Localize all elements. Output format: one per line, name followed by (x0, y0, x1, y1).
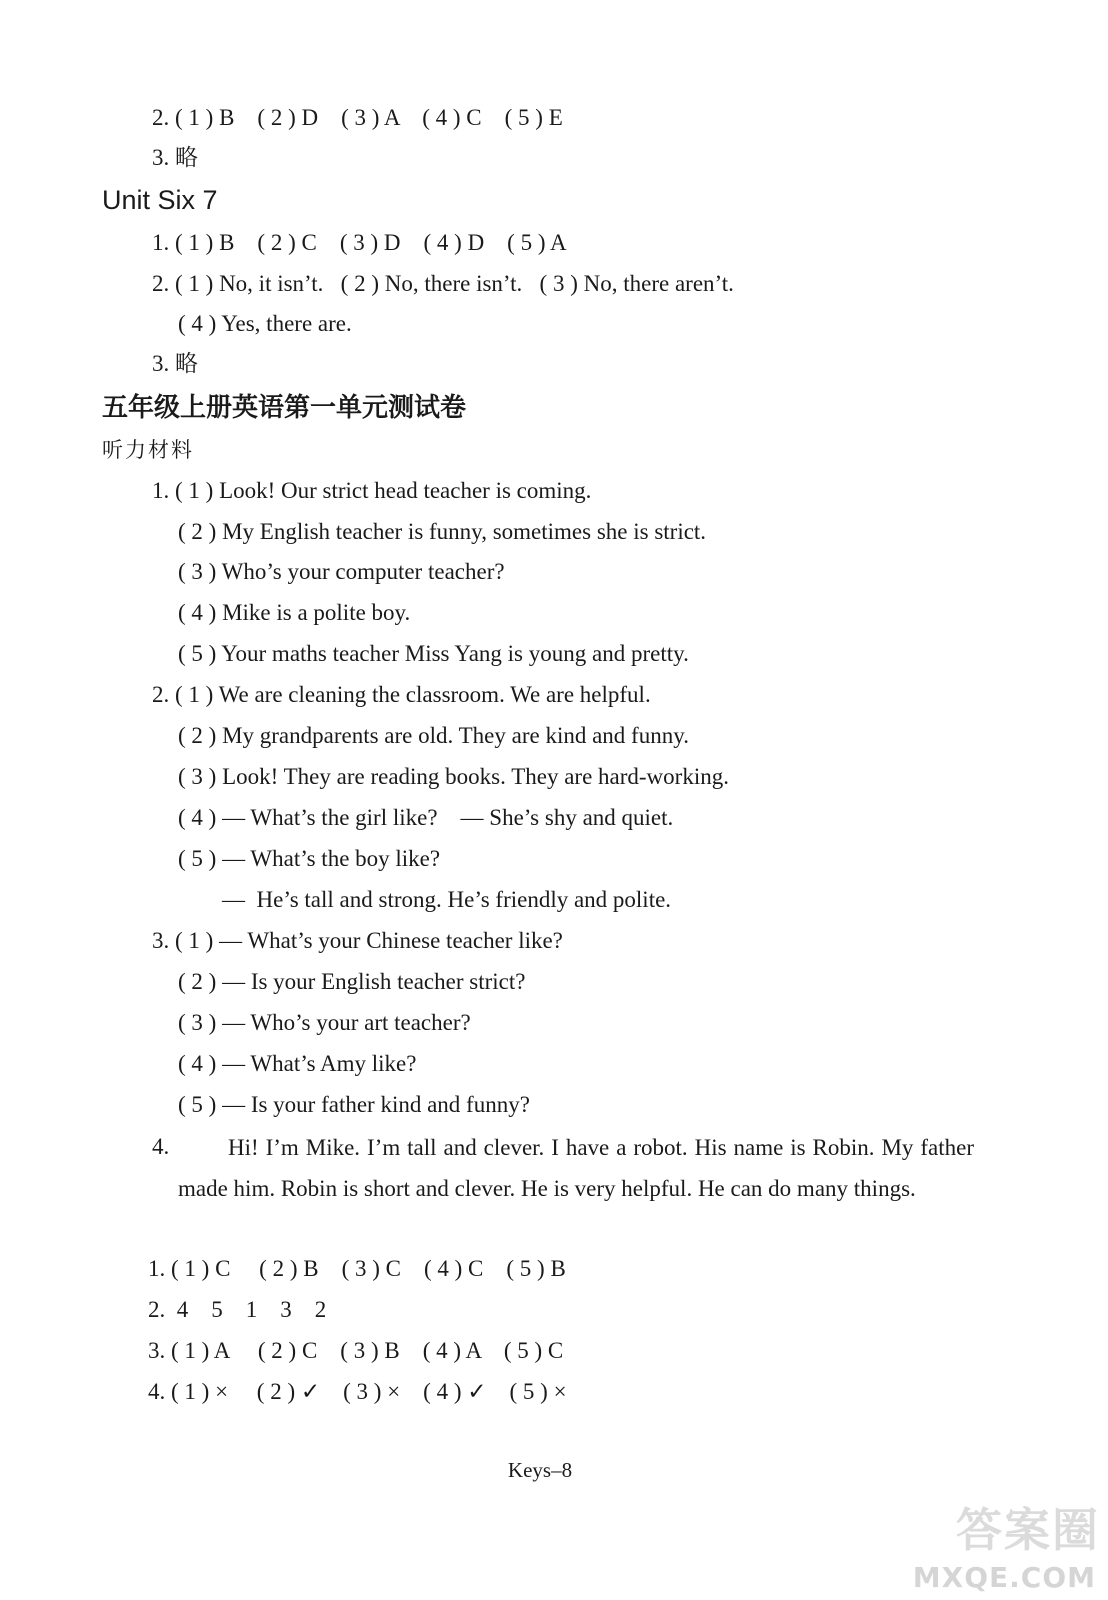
transcript-line: ( 5 ) — What’s the boy like? (178, 846, 441, 871)
answer-line: 1. ( 1 ) C ( 2 ) B ( 3 ) C ( 4 ) C ( 5 ) B (148, 1256, 566, 1281)
transcript-line: 1. ( 1 ) Look! Our strict head teacher is coming. (152, 478, 592, 503)
transcript-line: ( 3 ) Who’s your computer teacher? (178, 559, 505, 584)
page-number: Keys–8 (507, 1458, 573, 1482)
answer-line: 2. ( 1 ) No, it isn’t. ( 2 ) No, there isn’t. ( 3 ) No, there aren’t. (152, 271, 734, 296)
answer-line: ( 4 ) Yes, there are. (178, 311, 352, 336)
test-heading: 五年级上册英语第一单元测试卷 (102, 393, 467, 423)
answer-line: 3. 略 (152, 145, 198, 170)
transcript-paragraph: Hi! I’m Mike. I’m tall and clever. I have a robot. His name is Robin. My father made him. Robin is short and clever. He is very helpful. He can do many things. (178, 1135, 974, 1201)
answer-line: 2. 4 5 1 3 2 (148, 1297, 327, 1322)
listening-material-label: 听力材料 (102, 438, 194, 462)
question-number: 4. (152, 1134, 170, 1159)
transcript-line: 2. ( 1 ) We are cleaning the classroom. We are helpful. (152, 682, 651, 707)
answer-line: 3. ( 1 ) A ( 2 ) C ( 3 ) B ( 4 ) A ( 5 ) C (148, 1338, 564, 1363)
transcript-line: ( 5 ) Your maths teacher Miss Yang is young and pretty. (178, 641, 689, 666)
answer-line: 4. ( 1 ) × ( 2 ) ✓ ( 3 ) × ( 4 ) ✓ ( 5 ) × (148, 1379, 567, 1404)
transcript-line: ( 4 ) — What’s the girl like? — She’s shy and quiet. (178, 805, 674, 830)
transcript-line: ( 4 ) Mike is a polite boy. (178, 600, 411, 625)
watermark-bottom-text: MXQE.COM (912, 1561, 1096, 1594)
transcript-line: ( 4 ) — What’s Amy like? (178, 1051, 417, 1076)
transcript-line: ( 5 ) — Is your father kind and funny? (178, 1092, 530, 1117)
watermark-top-text: 答案圈 (956, 1503, 1100, 1557)
watermark-logo (912, 1494, 1100, 1594)
answer-line: 2. ( 1 ) B ( 2 ) D ( 3 ) A ( 4 ) C ( 5 ) E (152, 105, 563, 130)
answer-line: 3. 略 (152, 351, 198, 376)
answer-line: 1. ( 1 ) B ( 2 ) C ( 3 ) D ( 4 ) D ( 5 ) A (152, 230, 567, 255)
section-heading: Unit Six 7 (102, 185, 218, 215)
transcript-line: — He’s tall and strong. He’s friendly and polite. (222, 887, 672, 912)
transcript-line: 3. ( 1 ) — What’s your Chinese teacher like? (152, 928, 563, 953)
transcript-line: ( 2 ) — Is your English teacher strict? (178, 969, 526, 994)
transcript-line: ( 3 ) — Who’s your art teacher? (178, 1010, 471, 1035)
transcript-line: ( 2 ) My grandparents are old. They are kind and funny. (178, 723, 689, 748)
transcript-line: ( 3 ) Look! They are reading books. They are hard-working. (178, 764, 729, 789)
transcript-line: ( 2 ) My English teacher is funny, sometimes she is strict. (178, 519, 707, 544)
